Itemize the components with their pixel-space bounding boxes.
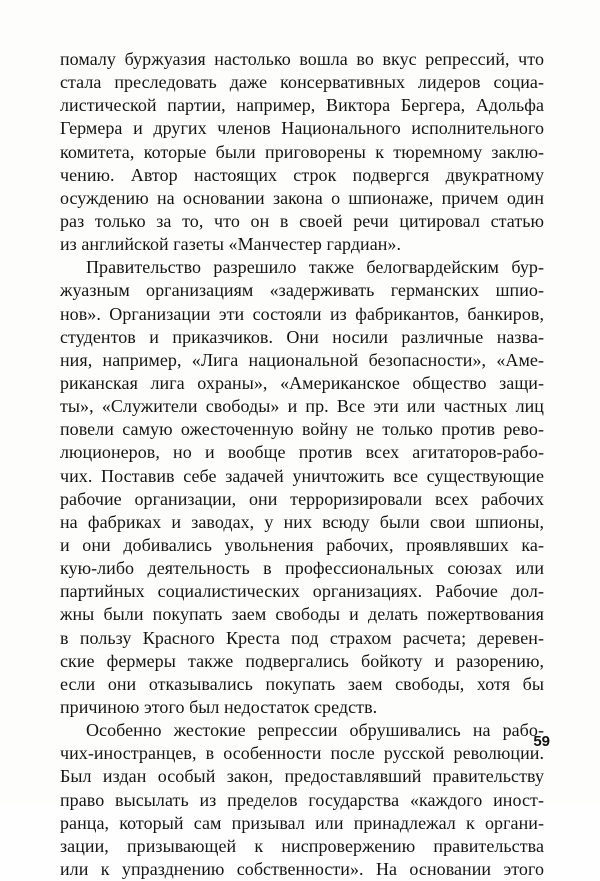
paragraph (60, 48, 544, 256)
text-line: рабочие организации, они терроризировали всех рабочих (60, 488, 544, 509)
text-line: ния, например, «Лига национальной безопасности», «Аме- (60, 349, 544, 370)
text-line: Гермера и других членов Национального исполнительного (60, 118, 544, 139)
text-line: ранца, который сам призывал или принадлежал к органи- (60, 812, 544, 833)
text-line: право высылать из пределов государства «каждого иност- (60, 789, 544, 810)
text-line: ты», «Служители свободы» и пр. Все эти или частных лиц (60, 396, 544, 417)
text-line: на фабриках и заводах, у них всюду были свои шпионы, (60, 511, 544, 532)
text-line: нов». Организации эти состояли из фабрикантов, банкиров, (60, 303, 544, 324)
text-line: листической партии, например, Виктора Бергера, Адольфа (60, 95, 544, 116)
page-number: 59 (533, 733, 550, 750)
text-line: из английской газеты «Манчестер гардиан». (60, 234, 402, 255)
text-line: люционеров, но и вообще против всех агитаторов-рабо- (60, 442, 544, 463)
text-line: комитета, которые были приговорены к тюремному заклю- (60, 141, 544, 162)
text-line: чих-иностранцев, в особенности после русской революции. (60, 743, 544, 764)
text-line: Особенно жестокие репрессии обрушивались на рабо- (86, 720, 544, 741)
text-line: или к упразднению собственности». На основании этого (60, 858, 544, 879)
text-line: студентов и приказчиков. Они носили различные назва- (60, 326, 544, 347)
text-line: Был издан особый закон, предоставлявший правительству (60, 766, 544, 787)
text-line: зации, призывающей к ниспровержению правительства (60, 835, 544, 856)
page-body-text (60, 48, 544, 881)
text-line: причиною этого был недостаток средств. (60, 696, 378, 717)
text-line: если они отказывались покупать заем свободы, хотя бы (60, 673, 544, 694)
text-line: чению. Автор настоящих строк подвергся двукратному (60, 164, 544, 185)
text-line: и они добивались увольнения рабочих, проявлявших ка- (60, 534, 544, 555)
paragraph (60, 719, 544, 881)
text-line: раз только за то, что он в своей речи цитировал статью (60, 210, 544, 231)
text-line: чих. Поставив себе задачей уничтожить все существующие (60, 465, 544, 486)
text-line: партийных социалистических организациях. Рабочие дол- (60, 581, 544, 602)
text-line: жуазным организациям «задерживать германских шпио- (60, 280, 544, 301)
text-line: жны были покупать заем свободы и делать пожертвования (60, 604, 544, 625)
paragraph (60, 256, 544, 719)
text-line: кую-либо деятельность в профессиональных союзах или (60, 558, 544, 579)
text-line: риканская лига охраны», «Американское общество защи- (60, 372, 544, 393)
text-line: в пользу Красного Креста под страхом расчета; деревен- (60, 627, 544, 648)
text-line: стала преследовать даже консервативных лидеров социа- (60, 72, 544, 93)
text-line: помалу буржуазия настолько вошла во вкус репрессий, что (60, 49, 544, 69)
text-line: повели самую ожесточенную войну не только против рево- (60, 419, 544, 440)
text-line: ские фермеры также подвергались бойкоту и разорению, (60, 650, 544, 671)
text-line: Правительство разрешило также белогвардейским бур- (86, 257, 544, 278)
text-line: осуждению на основании закона о шпионаже, причем один (60, 187, 544, 208)
